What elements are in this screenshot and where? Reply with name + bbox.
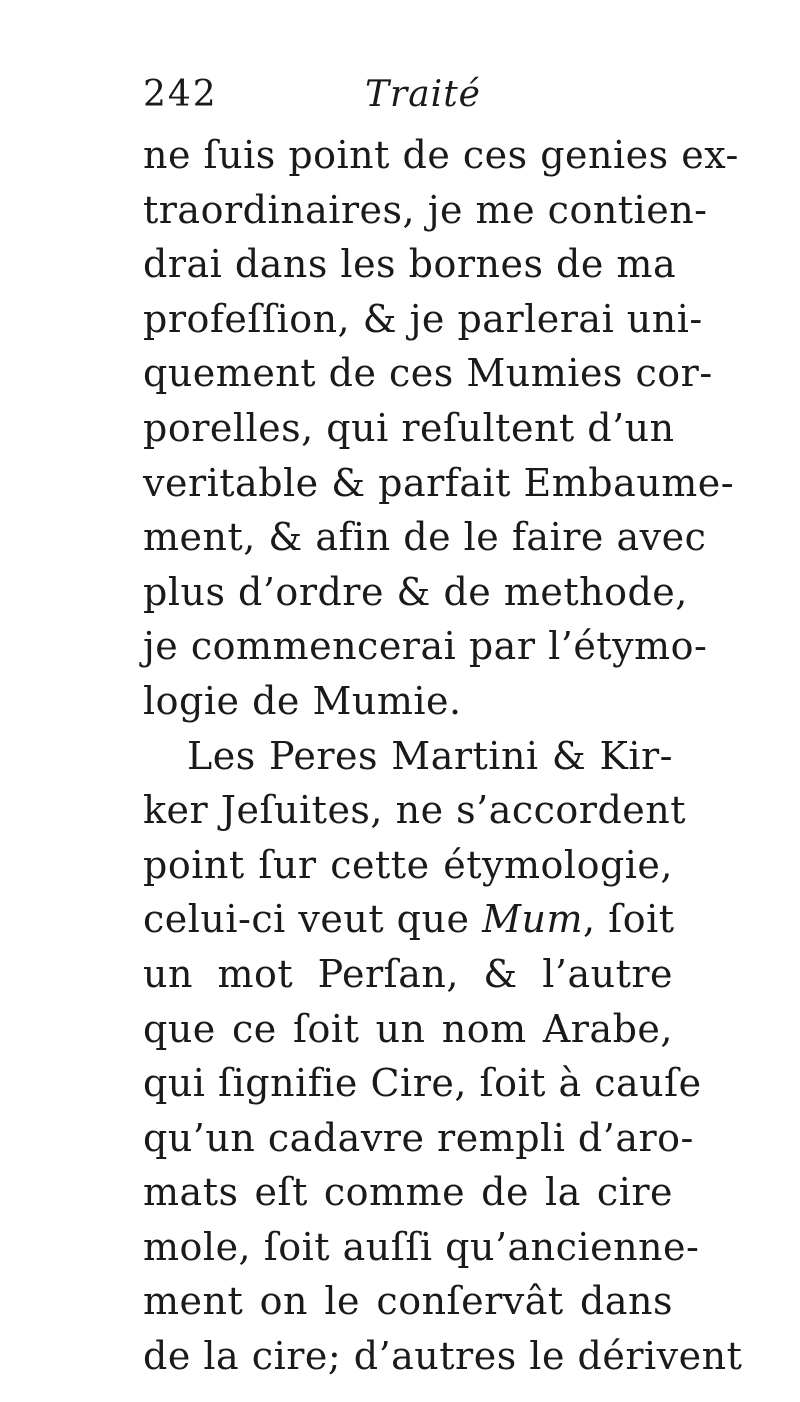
body-text [143,128,743,1384]
text-line: drai dans les bornes de ma [143,242,677,287]
text-line: veritable & parfait Embaume- [143,460,735,505]
text-line: mats eſt comme de la cire [143,1170,673,1215]
text-line: que ce ſoit un nom Arabe, [143,1006,673,1051]
text-line: un mot Perſan, & l’autre [143,951,673,996]
text-line-with-italic [143,892,673,947]
text-line: je commencerai par l’étymo- [143,624,708,669]
text-line: ment, & afin de le faire avec [143,515,707,560]
page-number: 242 [143,74,218,115]
text-line: Les Peres Martini & Kir- [187,733,673,778]
text-line: point ſur cette étymologie, [143,842,673,887]
text-line: mole, ſoit auſſi qu’ancienne- [143,1224,700,1269]
text-line: logie de Mumie. [143,678,462,723]
running-title: Traité [365,74,481,115]
text-line: ne ſuis point de ces genies ex- [143,133,739,177]
text-segment: celui-ci veut que [143,897,470,942]
text-line: profeſſion, & je parlerai uni- [143,296,703,341]
text-line: porelles, qui reſultent d’un [143,405,675,450]
text-line: ment on le conſervât dans [143,1279,673,1324]
text-line: qu’un cadavre rempli d’aro- [143,1115,694,1160]
text-segment: , ſoit [583,897,675,942]
text-line: qui ſignifie Cire, ſoit à cauſe [143,1061,702,1106]
text-line: de la cire; d’autres le dérivent [143,1334,743,1379]
running-head [143,74,663,124]
italic-word: Mum [482,897,583,942]
text-line: quement de ces Mumies cor- [143,351,713,396]
text-line: traordinaires, je me contien- [143,187,708,232]
text-line: ker Jeſuites, ne s’accordent [143,788,687,833]
text-line: plus d’ordre & de methode, [143,569,688,614]
